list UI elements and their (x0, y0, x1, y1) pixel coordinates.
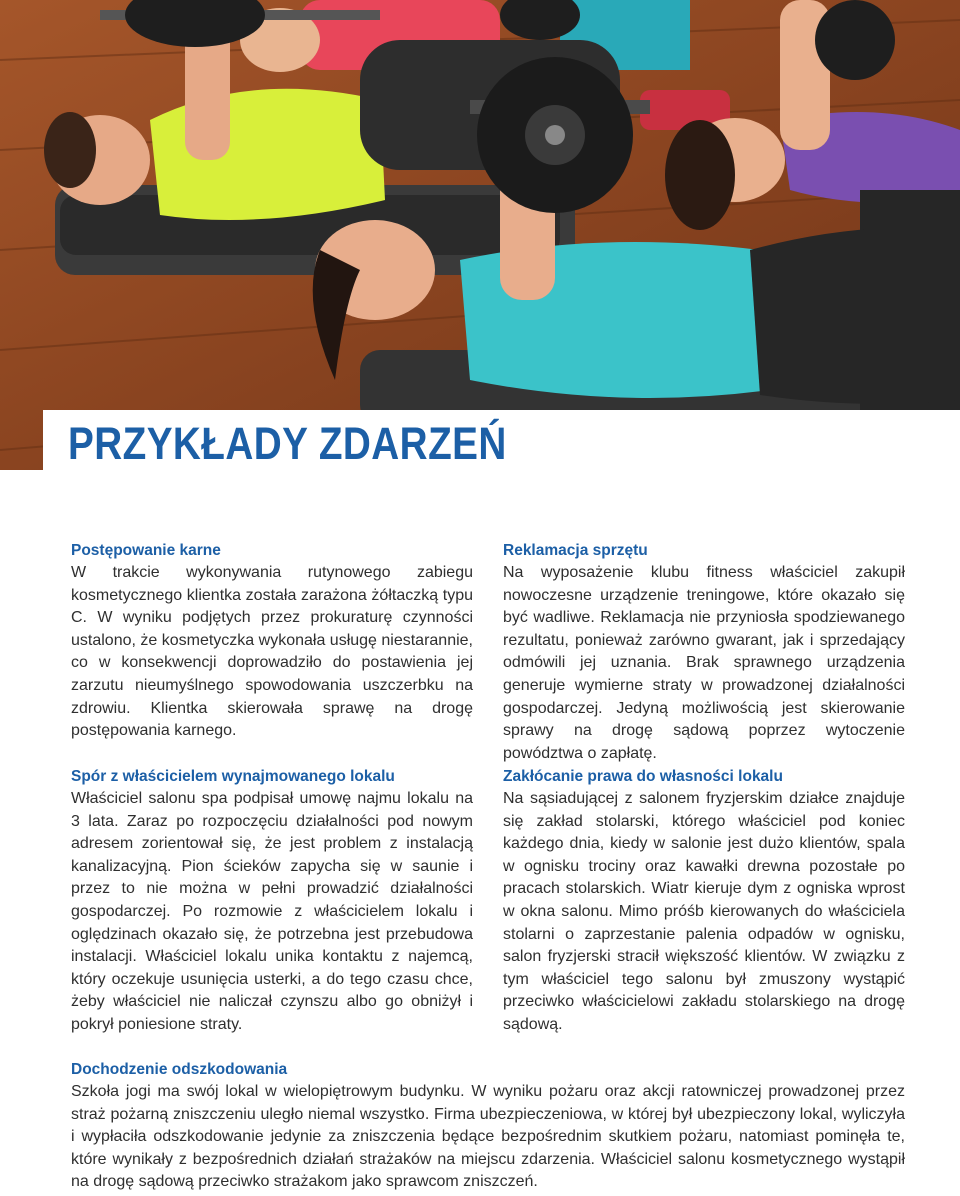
section-body: Na wyposażenie klubu fitness właściciel zakupił nowoczesne urządzenie treningowe, które okazało się być wadliwe. Reklamacja nie przyniosła spodziewanego rezultatu, ponieważ zarówno gwarant, jak i sprzedający odmówili jej uznania. Brak sprawnego urządzenia generuje wymierne straty w prowadzonej działalności gospodarczej. Jedyną możliwością jest skierowanie sprawy na drogę sądową poprzez wytoczenie powództwa o zapłatę. (503, 564, 905, 762)
section-criminal-proceedings (71, 540, 473, 743)
gym-photo-illustration (0, 0, 960, 470)
gym-photo (0, 0, 960, 470)
section-equipment-complaint (503, 540, 905, 765)
section-heading: Reklamacja sprzętu (503, 542, 648, 559)
section-property-disturbance (503, 766, 905, 1037)
page-title: PRZYKŁADY ZDARZEŃ (68, 418, 507, 469)
section-landlord-dispute (71, 766, 473, 1037)
section-body: Szkoła jogi ma swój lokal w wielopiętrowym budynku. W wyniku pożaru oraz akcji ratowniczej prowadzonej przez straż pożarną zniszczeniu uległo niemal wszystko. Firma ubezpieczeniowa, w której był ubezpieczony lokal, wyliczyła i wypłaciła odszkodowanie jedynie za zniszczenia będące bezpośrednim skutkiem pożaru, natomiast pominęła te, które wynikały z bezpośrednich działań strażaków na miejscu zdarzenia. Właściciel salonu kosmetycznego wystąpił na drogę sądową przeciwko strażakom jako sprawcom zniszczeń. (71, 1083, 905, 1191)
section-heading: Dochodzenie odszkodowania (71, 1061, 288, 1078)
section-heading: Postępowanie karne (71, 542, 221, 559)
section-compensation-claim (71, 1059, 905, 1194)
section-body: W trakcie wykonywania rutynowego zabiegu kosmetycznego klientka została zarażona żółtaczką typu C. W wyniku podjętych przez prokuraturę czynności ustalono, że kosmetyczka wykonała usługę niestarannie, co w konsekwencji doprowadziło do postawienia jej zarzutu nieumyślnego spowodowania uszczerbku na zdrowiu. Klientka skierowała sprawę na drogę postępowania karnego. (71, 564, 473, 740)
section-heading: Spór z właścicielem wynajmowanego lokalu (71, 768, 395, 785)
section-body: Właściciel salonu spa podpisał umowę najmu lokalu na 3 lata. Zaraz po rozpoczęciu działalności pod nowym adresem zorientował się, że jest problem z instalacją kanalizacyjną. Pion ścieków zapycha się w saunie i przez to nie można w pełni prowadzić działalności gospodarczej. Po rozmowie z właścicielem lokalu i oględzinach okazało się, że potrzebna jest przebudowa instalacji. Właściciel lokalu unika kontaktu z najemcą, który oczekuje usunięcia usterki, a do tego czasu chce, żeby właściciel nie naliczał czynszu albo go obniżył i pokrył poniesione straty. (71, 790, 473, 1033)
section-heading: Zakłócanie prawa do własności lokalu (503, 768, 783, 785)
section-body: Na sąsiadującej z salonem fryzjerskim działce znajduje się zakład stolarski, którego właściciel pod koniec każdego dnia, kiedy w salonie jest dużo klientów, spala w ognisku trociny oraz kawałki drewna pozostałe po pracach stolarskich. Wiatr kieruje dym z ogniska wprost w okna salonu. Mimo próśb kierowanych do właściciela stolarni o zaprzestanie palenia odpadów w ognisku, salon fryzjerski stracił większość klientów. W związku z tym właściciel tego salonu był zmuszony wystąpić przeciwko właścicielowi zakładu stolarskiego na drogę sądową. (503, 790, 905, 1033)
